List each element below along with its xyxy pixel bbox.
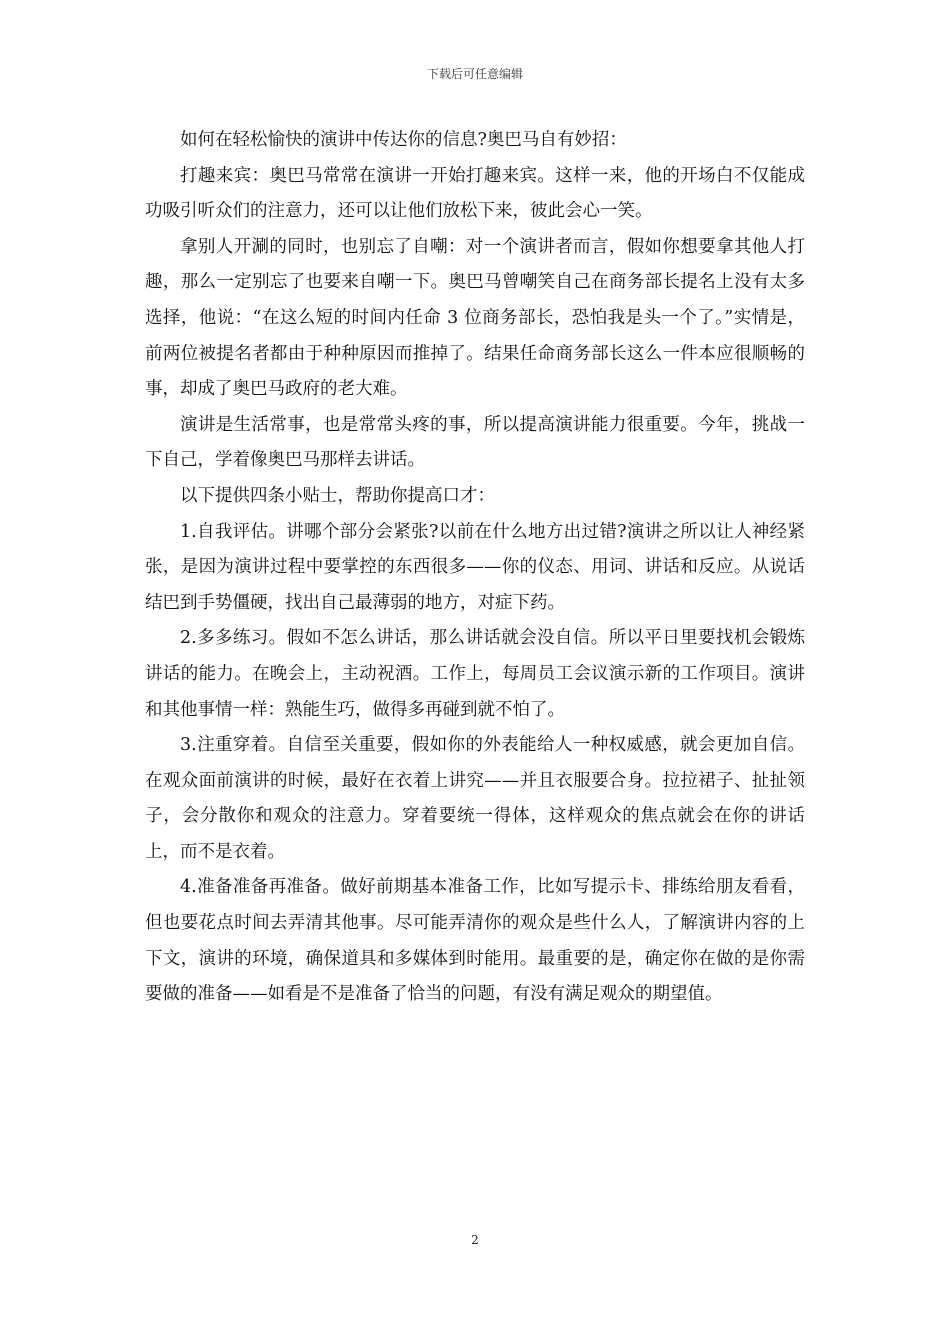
paragraph-intro: 如何在轻松愉快的演讲中传达你的信息?奥巴马自有妙招： <box>180 130 627 150</box>
paragraph-tip-3: 3.注重穿着。自信至关重要，假如你的外表能给人一种权威感，就会更加自信。在观众面前演讲的时候，最好在衣着上讲究——并且衣服要合身。拉拉裙子、扯扯领子，会分散你和观众的注意力。穿着要统一得体，这样观众的焦点就会在你的讲话上，而不是衣着。 <box>145 735 805 862</box>
document-body <box>145 123 805 1013</box>
paragraph-tip-2: 2.多多练习。假如不怎么讲话，那么讲话就会没自信。所以平日里要找机会锻炼讲话的能力。在晚会上，主动祝酒。工作上，每周员工会议演示新的工作项目。演讲和其他事情一样：熟能生巧，做得多再碰到就不怕了。 <box>145 628 805 720</box>
page-header: 下载后可任意编辑 <box>426 67 523 81</box>
paragraph-tip-4: 4.准备准备再准备。做好前期基本准备工作，比如写提示卡、排练给朋友看看，但也要花点时间去弄清其他事。尽可能弄清你的观众是些什么人，了解演讲内容的上下文，演讲的环境，确保道具和多媒体到时能用。最重要的是，确定你在做的是你需要做的准备——如看是不是准备了恰当的问题，有没有满足观众的期望值。 <box>145 877 805 1005</box>
page-number: 2 <box>471 1233 479 1247</box>
paragraph-tips-intro: 以下提供四条小贴士，帮助你提高口才： <box>180 485 495 506</box>
paragraph-tip-1: 1.自我评估。讲哪个部分会紧张?以前在什么地方出过错?演讲之所以让人神经紧张，是因为演讲过程中要掌控的东西很多——你的仪态、用词、讲话和反应。从说话结巴到手势僵硬，找出自己最薄弱的地方，对症下药。 <box>145 521 805 613</box>
paragraph-tease-guests: 打趣来宾：奥巴马常常在演讲一开始打趣来宾。这样一来，他的开场白不仅能成功吸引听众们的注意力，还可以让他们放松下来，彼此会心一笑。 <box>145 165 805 222</box>
paragraph-self-mockery: 拿别人开涮的同时，也别忘了自嘲：对一个演讲者而言，假如你想要拿其他人打趣，那么一定别忘了也要来自嘲一下。奥巴马曾嘲笑自己在商务部长提名上没有太多选择，他说：“在这么短的时间内任命 3 位商务部长，恐怕我是头一个了。”实情是，前两位被提名者都由于种种原因而推掉了。结果任命商务部长这么一件本应很顺畅的事，却成了奥巴马政府的老大难。 <box>145 236 805 400</box>
paragraph-speech-importance: 演讲是生活常事，也是常常头疼的事，所以提高演讲能力很重要。今年，挑战一下自己，学着像奥巴马那样去讲话。 <box>145 414 805 471</box>
